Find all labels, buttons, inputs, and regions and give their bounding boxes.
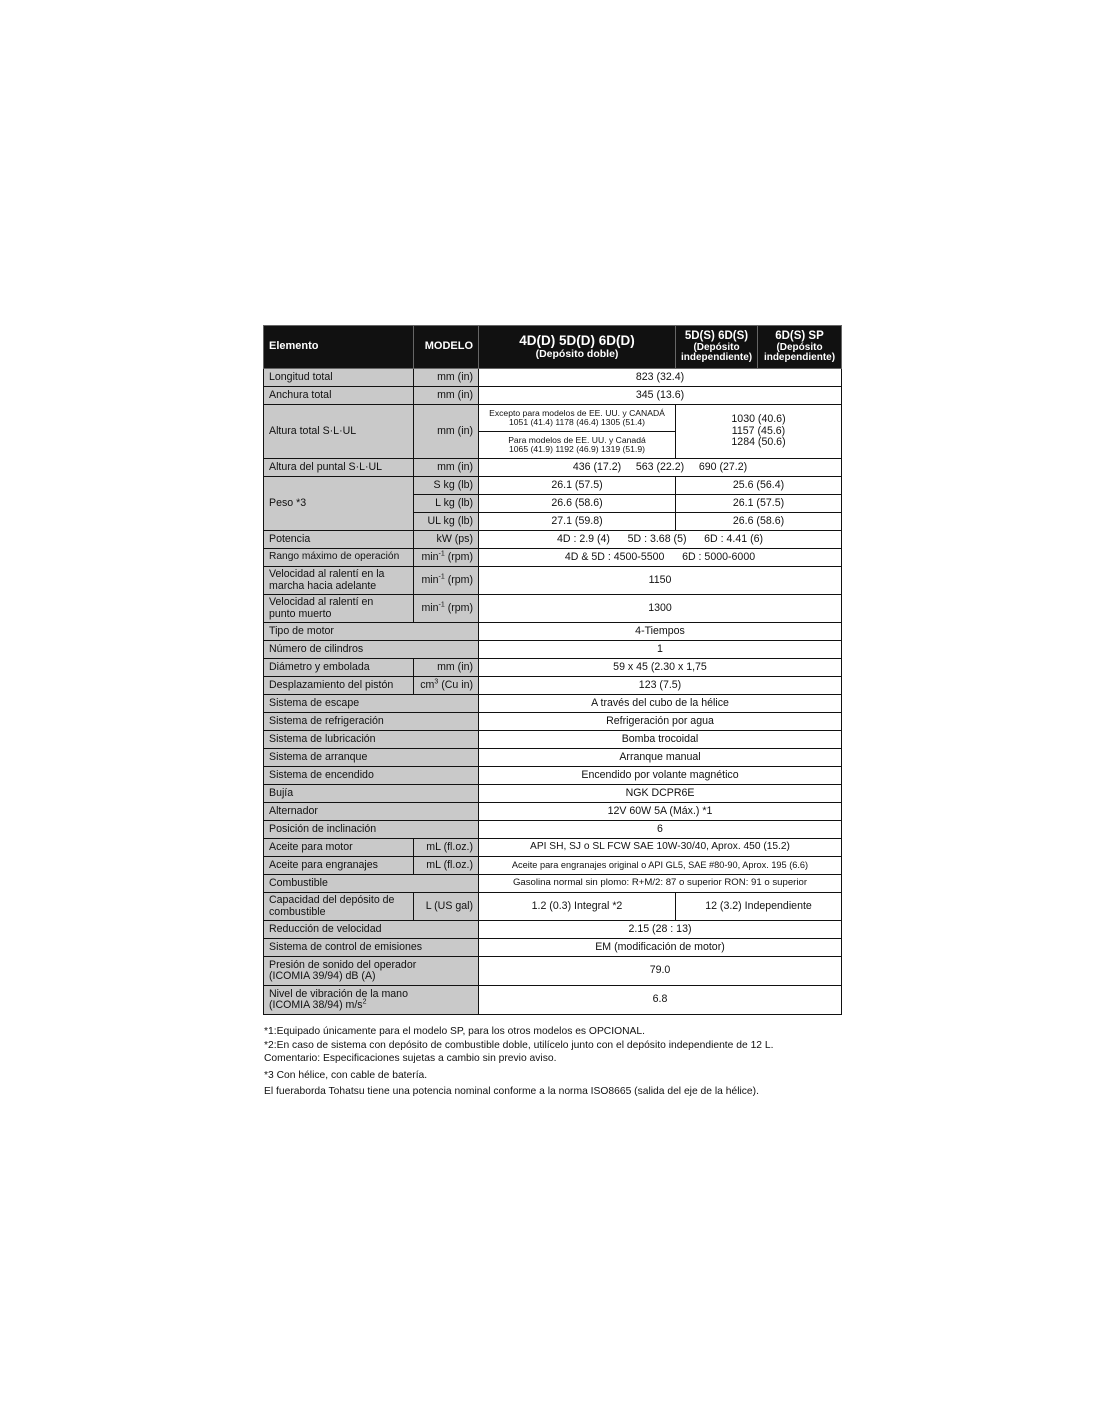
table-row xyxy=(264,713,842,731)
row-label: Número de cilindros xyxy=(264,641,479,659)
label-line xyxy=(269,1000,473,1011)
label-line: (ICOMIA 39/94) dB (A) xyxy=(269,970,376,982)
header-double-tank-subtitle: (Depósito doble) xyxy=(535,347,619,360)
header-independent-title: 5D(S) 6D(S) xyxy=(684,330,749,343)
table-row xyxy=(264,387,842,405)
specifications-table xyxy=(263,325,842,1015)
row-label: Altura del puntal S·L·UL xyxy=(264,459,414,477)
row-label: Diámetro y embolada xyxy=(264,659,414,677)
row-label: Desplazamiento del pistón xyxy=(264,677,414,695)
header-independent-sub2: independiente) xyxy=(681,352,753,364)
row-value: 26.1 (57.5) xyxy=(676,495,842,513)
unit-tail: (rpm) xyxy=(444,601,473,614)
row-value: 27.1 (59.8) xyxy=(479,513,676,531)
label-line: Velocidad al ralentí en la xyxy=(269,568,385,581)
table-row xyxy=(264,803,842,821)
row-unit: mL (fl.oz.) xyxy=(414,839,479,857)
row-unit xyxy=(414,549,479,567)
unit-tail: (rpm) xyxy=(444,573,473,586)
row-value: 26.1 (57.5) xyxy=(479,477,676,495)
row-value: Bomba trocoidal xyxy=(479,731,842,749)
table-row xyxy=(264,567,842,595)
unit-tail: (Cu in) xyxy=(438,678,473,691)
row-value-usa xyxy=(479,432,676,459)
row-value: 436 (17.2) 563 (22.2) 690 (27.2) xyxy=(479,459,842,477)
table-row xyxy=(264,939,842,957)
table-row xyxy=(264,695,842,713)
header-model: MODELO xyxy=(414,326,479,369)
row-value: 12V 60W 5A (Máx.) *1 xyxy=(479,803,842,821)
row-label: Sistema de lubricación xyxy=(264,731,479,749)
unit-superscript: -1 xyxy=(438,601,445,609)
unit-base: min xyxy=(421,601,439,614)
header-independent-sub1: (Depósito xyxy=(693,341,740,353)
table-row xyxy=(264,659,842,677)
header-independent-tank-models xyxy=(676,326,758,369)
row-value: 79.0 xyxy=(479,957,842,986)
table-row xyxy=(264,459,842,477)
header-sp-sub1: (Depósito xyxy=(776,341,823,353)
value-line: 1051 (41.4) 1178 (46.4) 1305 (51.4) xyxy=(508,417,645,427)
row-label: Peso *3 xyxy=(264,477,414,531)
footnote-comment: Comentario: Especificaciones sujetas a cambio sin previo aviso. xyxy=(264,1053,557,1065)
unit-superscript: 3 xyxy=(434,678,439,686)
footnote-2: *2:En caso de sistema con depósito de combustible doble, utilícelo junto con el depósito independiente de 12 L. xyxy=(264,1039,774,1051)
row-label: Posición de inclinación xyxy=(264,821,479,839)
label-line: Nivel de vibración de la mano xyxy=(269,987,408,1000)
label-superscript: 2 xyxy=(362,998,367,1006)
row-label: Reducción de velocidad xyxy=(264,921,479,939)
row-value: 25.6 (56.4) xyxy=(676,477,842,495)
row-value: EM (modificación de motor) xyxy=(479,939,842,957)
unit-base: min xyxy=(421,573,439,586)
unit-base: min xyxy=(421,550,439,563)
row-unit: S kg (lb) xyxy=(414,477,479,495)
row-value: Gasolina normal sin plomo: R+M/2: 87 o superior RON: 91 o superior xyxy=(479,875,842,893)
row-value: 123 (7.5) xyxy=(479,677,842,695)
row-unit: L kg (lb) xyxy=(414,495,479,513)
value-line: Excepto para modelos de EE. UU. y CANADÁ xyxy=(489,407,665,418)
row-label xyxy=(264,957,479,986)
row-value: 4D & 5D : 4500-5500 6D : 5000-6000 xyxy=(479,549,842,567)
row-value-independent xyxy=(676,405,842,459)
header-double-tank-title: 4D(D) 5D(D) 6D(D) xyxy=(519,333,635,349)
row-value: 12 (3.2) Independiente xyxy=(676,893,842,921)
label-text: (ICOMIA 38/94) m/s xyxy=(269,999,363,1011)
value-line: 1065 (41.9) 1192 (46.9) 1319 (51.9) xyxy=(508,444,645,454)
value-line: 1284 (50.6) xyxy=(731,436,786,449)
row-unit xyxy=(414,677,479,695)
header-sp-sub2: independiente) xyxy=(763,352,836,364)
table-row xyxy=(264,839,842,857)
table-row xyxy=(264,875,842,893)
row-value: 823 (32.4) xyxy=(479,369,842,387)
row-unit xyxy=(414,567,479,595)
table-row xyxy=(264,531,842,549)
row-value: 4-Tiempos xyxy=(479,623,842,641)
row-value: Aceite para engranajes original o API GL5, SAE #80-90, Aprox. 195 (6.6) xyxy=(479,857,842,875)
label-line: punto muerto xyxy=(269,607,332,620)
row-value: NGK DCPR6E xyxy=(479,785,842,803)
row-label: Sistema de escape xyxy=(264,695,479,713)
table-row xyxy=(264,369,842,387)
table-row xyxy=(264,595,842,623)
row-value: 26.6 (58.6) xyxy=(676,513,842,531)
row-label: Sistema de refrigeración xyxy=(264,713,479,731)
value-line: 1030 (40.6) xyxy=(731,413,786,426)
unit-superscript: -1 xyxy=(438,573,445,581)
table-row xyxy=(264,767,842,785)
row-value: Refrigeración por agua xyxy=(479,713,842,731)
row-value: 6 xyxy=(479,821,842,839)
footnote-iso: El fueraborda Tohatsu tiene una potencia nominal conforme a la norma ISO8665 (salida del eje de la hélice). xyxy=(264,1086,759,1098)
row-unit: mm (in) xyxy=(414,387,479,405)
header-sp-title: 6D(S) SP xyxy=(775,330,824,343)
row-label: Alternador xyxy=(264,803,479,821)
row-label: Sistema de encendido xyxy=(264,767,479,785)
row-label: Potencia xyxy=(264,531,414,549)
row-value: Encendido por volante magnético xyxy=(479,767,842,785)
row-value: 26.6 (58.6) xyxy=(479,495,676,513)
row-label: Aceite para motor xyxy=(264,839,414,857)
label-line: Velocidad al ralentí en xyxy=(269,596,374,609)
row-value: 1 xyxy=(479,641,842,659)
row-label: Bujía xyxy=(264,785,479,803)
row-unit xyxy=(414,595,479,623)
table-row xyxy=(264,921,842,939)
row-label: Longitud total xyxy=(264,369,414,387)
table-row xyxy=(264,641,842,659)
row-value: 4D : 2.9 (4) 5D : 3.68 (5) 6D : 4.41 (6) xyxy=(479,531,842,549)
row-unit: L (US gal) xyxy=(414,893,479,921)
table-row xyxy=(264,623,842,641)
label-line: marcha hacia adelante xyxy=(269,579,377,592)
unit-tail: (rpm) xyxy=(444,550,473,563)
row-unit: mm (in) xyxy=(414,369,479,387)
row-value: A través del cubo de la hélice xyxy=(479,695,842,713)
header-item: Elemento xyxy=(264,326,414,369)
row-value: Arranque manual xyxy=(479,749,842,767)
table-row xyxy=(264,785,842,803)
table-row xyxy=(264,821,842,839)
table-row xyxy=(264,477,842,495)
footnote-3: *3 Con hélice, con cable de batería. xyxy=(264,1069,428,1081)
row-label xyxy=(264,567,414,595)
row-unit: mm (in) xyxy=(414,659,479,677)
row-value: 1300 xyxy=(479,595,842,623)
row-value: 59 x 45 (2.30 x 1,75 xyxy=(479,659,842,677)
row-value: 2.15 (28 : 13) xyxy=(479,921,842,939)
row-label xyxy=(264,893,414,921)
table-header-row xyxy=(264,326,842,369)
row-label: Sistema de arranque xyxy=(264,749,479,767)
row-value: 1150 xyxy=(479,567,842,595)
row-unit: UL kg (lb) xyxy=(414,513,479,531)
table-row xyxy=(264,677,842,695)
row-value: 6.8 xyxy=(479,986,842,1015)
value-line: 1157 (45.6) xyxy=(731,424,786,437)
unit-superscript: -1 xyxy=(438,550,445,558)
row-value: 1.2 (0.3) Integral *2 xyxy=(479,893,676,921)
row-value: 345 (13.6) xyxy=(479,387,842,405)
row-value-except-usa xyxy=(479,405,676,432)
value-line: Para modelos de EE. UU. y Canadá xyxy=(508,434,646,445)
label-line: Capacidad del depósito de xyxy=(269,894,395,907)
row-label: Anchura total xyxy=(264,387,414,405)
label-line: Presión de sonido del operador xyxy=(269,958,417,971)
row-unit: kW (ps) xyxy=(414,531,479,549)
row-unit: mm (in) xyxy=(414,405,479,459)
footnotes xyxy=(264,1025,864,1099)
row-value: API SH, SJ o SL FCW SAE 10W-30/40, Aprox. 450 (15.2) xyxy=(479,839,842,857)
table-row xyxy=(264,986,842,1015)
row-label xyxy=(264,986,479,1015)
row-label: Sistema de control de emisiones xyxy=(264,939,479,957)
row-label xyxy=(264,595,414,623)
table-row xyxy=(264,857,842,875)
unit-base: cm xyxy=(420,678,435,691)
table-row xyxy=(264,405,842,432)
row-label: Aceite para engranajes xyxy=(264,857,414,875)
row-unit: mL (fl.oz.) xyxy=(414,857,479,875)
footnote-1: *1:Equipado únicamente para el modelo SP, para los otros modelos es OPCIONAL. xyxy=(264,1026,646,1037)
table-row xyxy=(264,893,842,921)
table-row xyxy=(264,731,842,749)
row-label: Tipo de motor xyxy=(264,623,479,641)
row-label: Rango máximo de operación xyxy=(264,549,414,567)
table-row xyxy=(264,749,842,767)
row-label: Combustible xyxy=(264,875,479,893)
row-label: Altura total S·L·UL xyxy=(264,405,414,459)
header-double-tank-models xyxy=(479,326,676,369)
table-row xyxy=(264,957,842,986)
header-sp-model xyxy=(758,326,842,369)
table-row xyxy=(264,549,842,567)
row-unit: mm (in) xyxy=(414,459,479,477)
label-line: combustible xyxy=(269,905,326,918)
